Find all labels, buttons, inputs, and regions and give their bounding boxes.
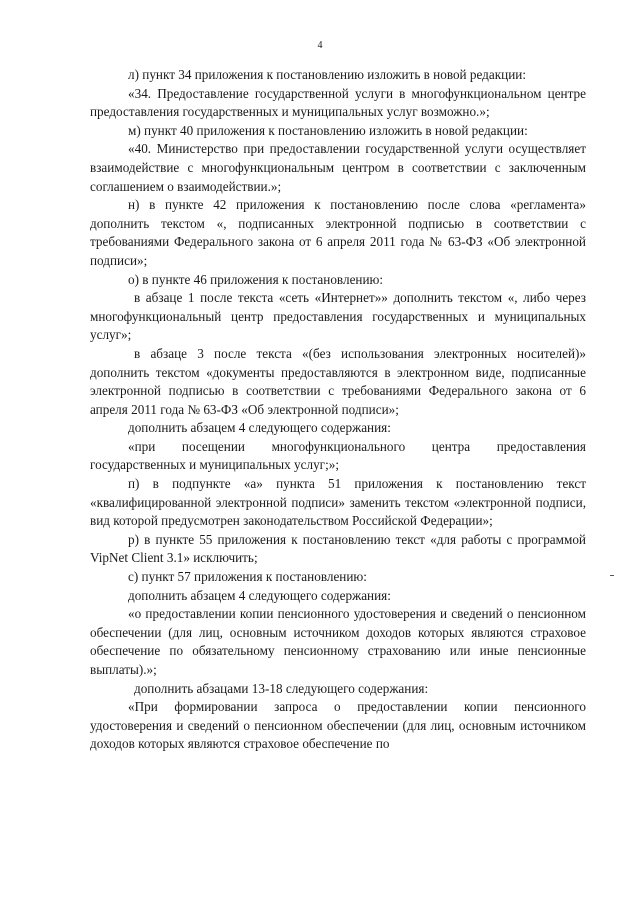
paragraph-o-abzac-3: в абзаце 3 после текста «(без использования электронных носителей)» дополнить текстом «документы предоставляются в электронном виде, подписанные электронной подписью в соответствии с требованиями Федерального закона от 6 апреля 2011 года № 63-ФЗ «Об электронной подписи»; [90,345,586,417]
paragraph-quote-40: «40. Министерство при предоставлении государственной услуги осуществляет взаимодействие с многофункциональным центром в соответствии с заключенным соглашением о взаимодействии.»; [90,141,586,194]
paragraph-quote-request: «При формировании запроса о предоставлении копии пенсионного удостоверения и сведений о пенсионном обеспечении (для лиц, основным источником доходов которых являются страховое обеспечение по [90,699,586,752]
paragraph-p: п) в подпункте «а» пункта 51 приложения к постановлению текст «квалифицированной электронной подписи» заменить текстом «электронной подписи, вид которой предусмотрен законодательством Российской Федерации»; [90,476,586,529]
paragraph-o-abzac-1: в абзаце 1 после текста «сеть «Интернет»» дополнить текстом «, либо через многофункциональный центр предоставления государственных и муниципальных услуг»; [90,290,586,343]
paragraph-s-add-abzacs-13-18: дополнить абзацами 13-18 следующего содержания: [134,680,429,696]
document-text [90,66,586,754]
paragraph-m: м) пункт 40 приложения к постановлению изложить в новой редакции: [128,122,528,138]
paragraph-s: с) пункт 57 приложения к постановлению: [128,569,367,585]
paragraph-l: л) пункт 34 приложения к постановлению изложить в новой редакции: [128,67,526,82]
paragraph-r: р) в пункте 55 приложения к постановлению текст «для работы с программой VipNet Client 3.1» исключить; [90,531,586,566]
paragraph-o-add-abzac-4: дополнить абзацем 4 следующего содержания: [128,420,391,436]
paragraph-quote-34: «34. Предоставление государственной услуги в многофункциональном центре предоставления государственных и муниципальных услуг возможно.»; [90,85,586,120]
paragraph-quote-visit: «при посещении многофункционального центра предоставления государственных и муниципальных услуг;»; [90,438,586,473]
paragraph-o: о) в пункте 46 приложения к постановлению: [128,271,384,287]
paragraph-n: н) в пункте 42 приложения к постановлению после слова «регламента» дополнить текстом «, подписанных электронной подписью в соответствии с требованиями Федерального закона от 6 апреля 2011 года № 63-ФЗ «Об электронной подписи»; [90,197,586,268]
paragraph-s-add-abzac-4: дополнить абзацем 4 следующего содержания: [128,587,391,603]
paragraph-quote-pension: «о предоставлении копии пенсионного удостоверения и сведений о пенсионном обеспечении (для лиц, основным источником доходов которых являются страховое обеспечение по обязательному пенсионному страхованию или иные пенсионные выплаты).»; [90,606,586,677]
margin-mark [610,575,614,576]
page-number: 4 [317,40,323,51]
